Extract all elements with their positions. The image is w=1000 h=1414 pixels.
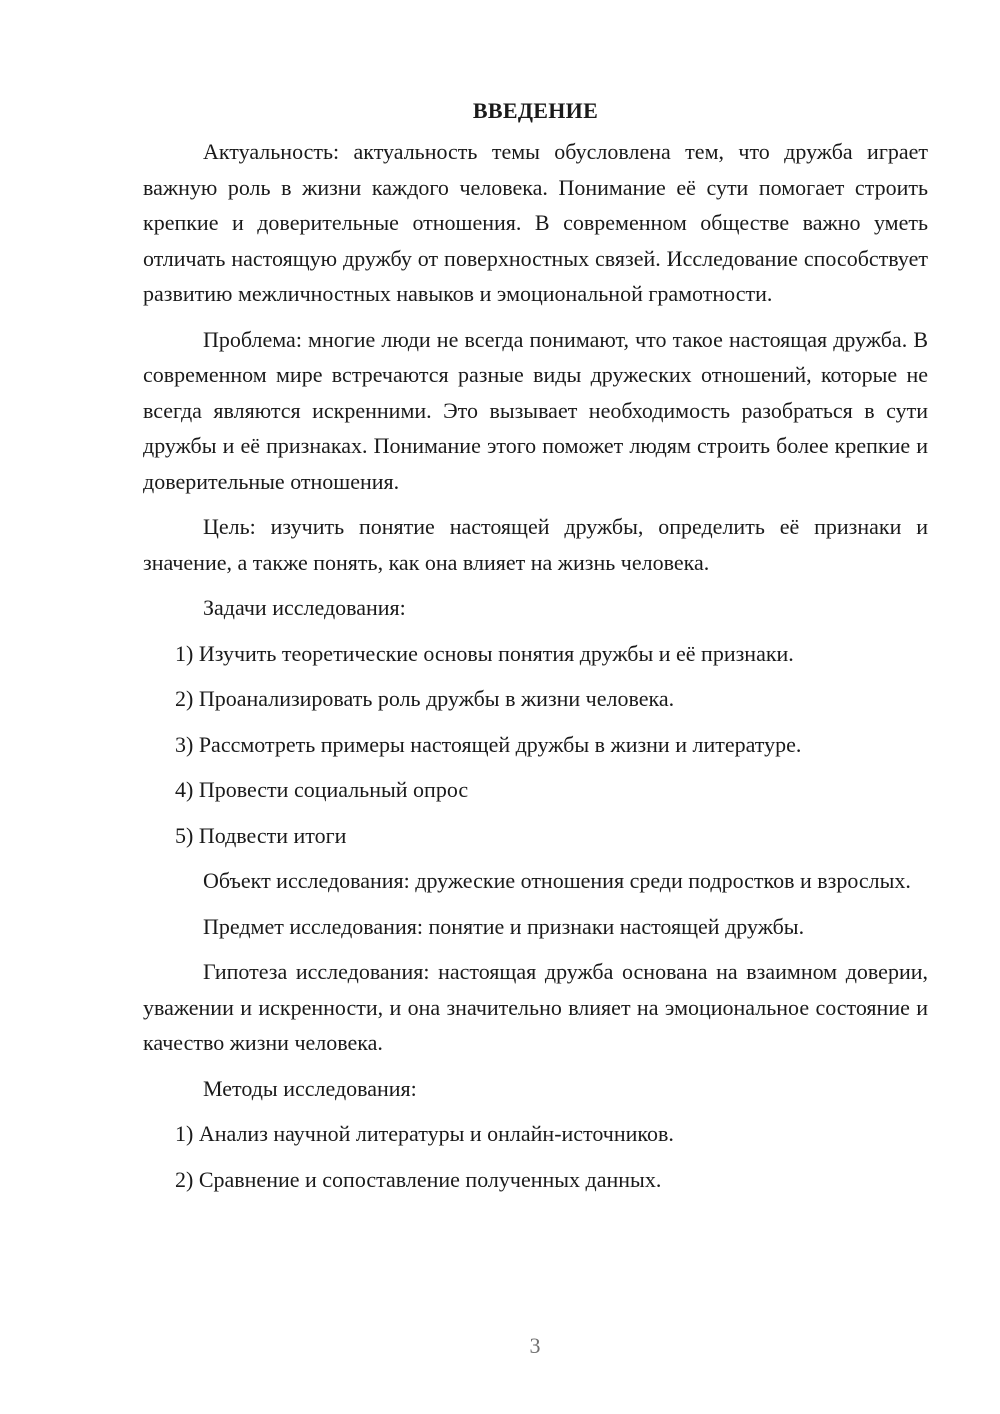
list-item: 2) Сравнение и сопоставление полученных данных. <box>175 1166 662 1192</box>
subject-paragraph: Предмет исследования: понятие и признаки настоящей дружбы. <box>203 913 805 939</box>
problem-paragraph: Проблема: многие люди не всегда понимают, что такое настоящая дружба. В современном мире встречаются разные виды дружеских отношений, которые не всегда являются искренними. Это вызывает необходимость разобраться в сути дружбы и её признаках. Понимание этого поможет людям строить более крепкие и доверительные отношения. <box>143 326 928 494</box>
document-page <box>143 96 928 1207</box>
tasks-heading: Задачи исследования: <box>203 595 406 620</box>
page-number: 3 <box>529 1333 541 1358</box>
list-item: 1) Анализ научной литературы и онлайн-источников. <box>175 1121 674 1146</box>
section-title: ВВЕДЕНИЕ <box>472 98 599 123</box>
methods-heading: Методы исследования: <box>203 1075 417 1101</box>
tasks-list <box>143 636 928 854</box>
object-paragraph: Объект исследования: дружеские отношения среди подростков и взрослых. <box>203 868 911 893</box>
list-item: 5) Подвести итоги <box>175 822 347 848</box>
relevance-paragraph: Актуальность: актуальность темы обусловлена тем, что дружба играет важную роль в жизни каждого человека. Понимание её сути помогает строить крепкие и доверительные отношения. В современном обществе важно уметь отличать настоящую дружбу от поверхностных связей. Исследование способствует развитию межличностных навыков и эмоциональной грамотности. <box>143 139 928 306</box>
list-item: 1) Изучить теоретические основы понятия дружбы и её признаки. <box>175 640 794 666</box>
list-item: 3) Рассмотреть примеры настоящей дружбы в жизни и литературе. <box>175 731 802 757</box>
methods-list <box>143 1116 928 1197</box>
goal-paragraph: Цель: изучить понятие настоящей дружбы, определить её признаки и значение, а также понять, как она влияет на жизнь человека. <box>143 514 928 575</box>
list-item: 2) Проанализировать роль дружбы в жизни человека. <box>175 686 675 711</box>
hypothesis-paragraph: Гипотеза исследования: настоящая дружба основана на взаимном доверии, уважении и искренности, и она значительно влияет на эмоциональное состояние и качество жизни человека. <box>143 959 928 1055</box>
list-item: 4) Провести социальный опрос <box>175 777 469 802</box>
